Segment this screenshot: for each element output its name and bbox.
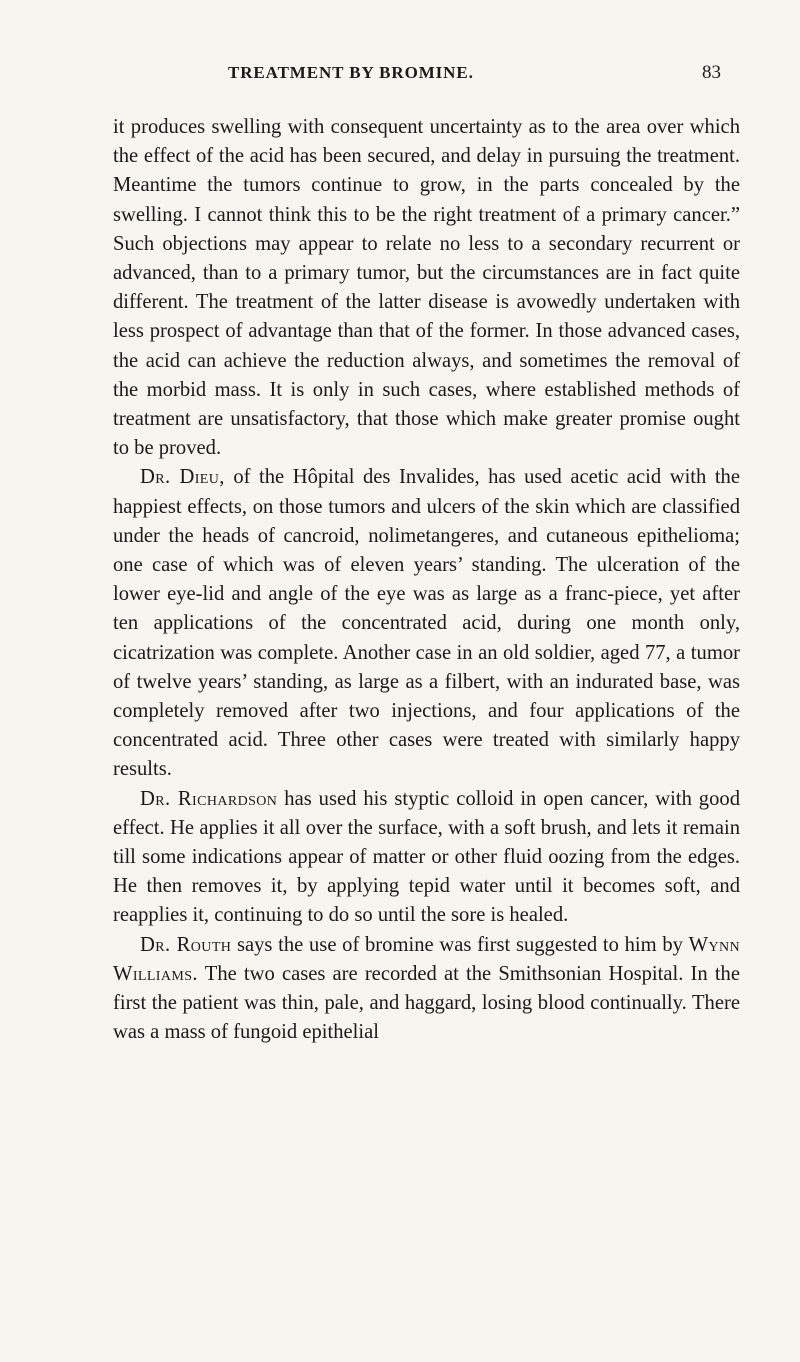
- paragraph-text: of the Hôpital des Invalides, has used acetic acid with the happiest effects, on those tumors and ulcers of the skin which are classified under the heads of cancroid, nolimetangeres, and cutaneous epithelioma; one case of which was of eleven years’ standing. The ulceration of the lower eye-lid and angle of the eye was as large as a franc-piece, yet after ten applications of the concentrated acid, during one month only, cicatrization was complete. Another case in an old soldier, aged 77, a tumor of twelve years’ standing, as large as a filbert, with an indurated base, was completely removed after two injections, and four applications of the concentrated acid. Three other cases were treated with similarly happy results.: [113, 466, 740, 781]
- running-head: [0, 62, 800, 92]
- page-number: 83: [702, 62, 721, 83]
- author-name: Dr. Routh: [140, 933, 232, 956]
- paragraph-text: has used his styptic colloid in open cancer, with good effect. He applies it all over the surface, with a soft brush, and lets it remain till some indications appear of matter or other fluid oozing from the edges. He then removes it, by applying tepid water until it becomes soft, and reapplies it, continuing to do so until the sore is healed.: [113, 787, 740, 927]
- paragraph-text: The two cases are recorded at the Smithsonian Hospital. In the first the patient was thin, pale, and haggard, losing blood continually. There was a mass of fungoid epithelial: [113, 962, 740, 1044]
- paragraph-dieu: [113, 463, 740, 784]
- cited-name: Wynn Williams.: [113, 933, 740, 985]
- author-name: Dr. Richardson: [140, 787, 278, 810]
- body-text: [113, 113, 740, 1048]
- paragraph-text: it produces swelling with consequent uncertainty as to the area over which the effect of the acid has been secured, and delay in pursuing the treatment. Meantime the tumors continue to grow, in the parts concealed by the swelling. I cannot think this to be the right treatment of a primary cancer.” Such objections may appear to relate no less to a secondary recurrent or advanced, than to a primary tumor, but the circumstances are in fact quite different. The treatment of the latter disease is avowedly undertaken with less prospect of advantage than that of the former. In those advanced cases, the acid can achieve the reduction always, and sometimes the removal of the morbid mass. It is only in such cases, where established methods of treatment are unsatisfactory, that those which make greater promise ought to be proved.: [113, 116, 740, 460]
- paragraph-continuation: [113, 113, 740, 463]
- running-title: TREATMENT BY BROMINE.: [228, 63, 474, 82]
- paragraph-richardson: [113, 785, 740, 931]
- paragraph-text: says the use of bromine was first suggested to him by: [231, 933, 689, 956]
- paragraph-routh: [113, 931, 740, 1048]
- author-name: Dr. Dieu,: [140, 466, 225, 489]
